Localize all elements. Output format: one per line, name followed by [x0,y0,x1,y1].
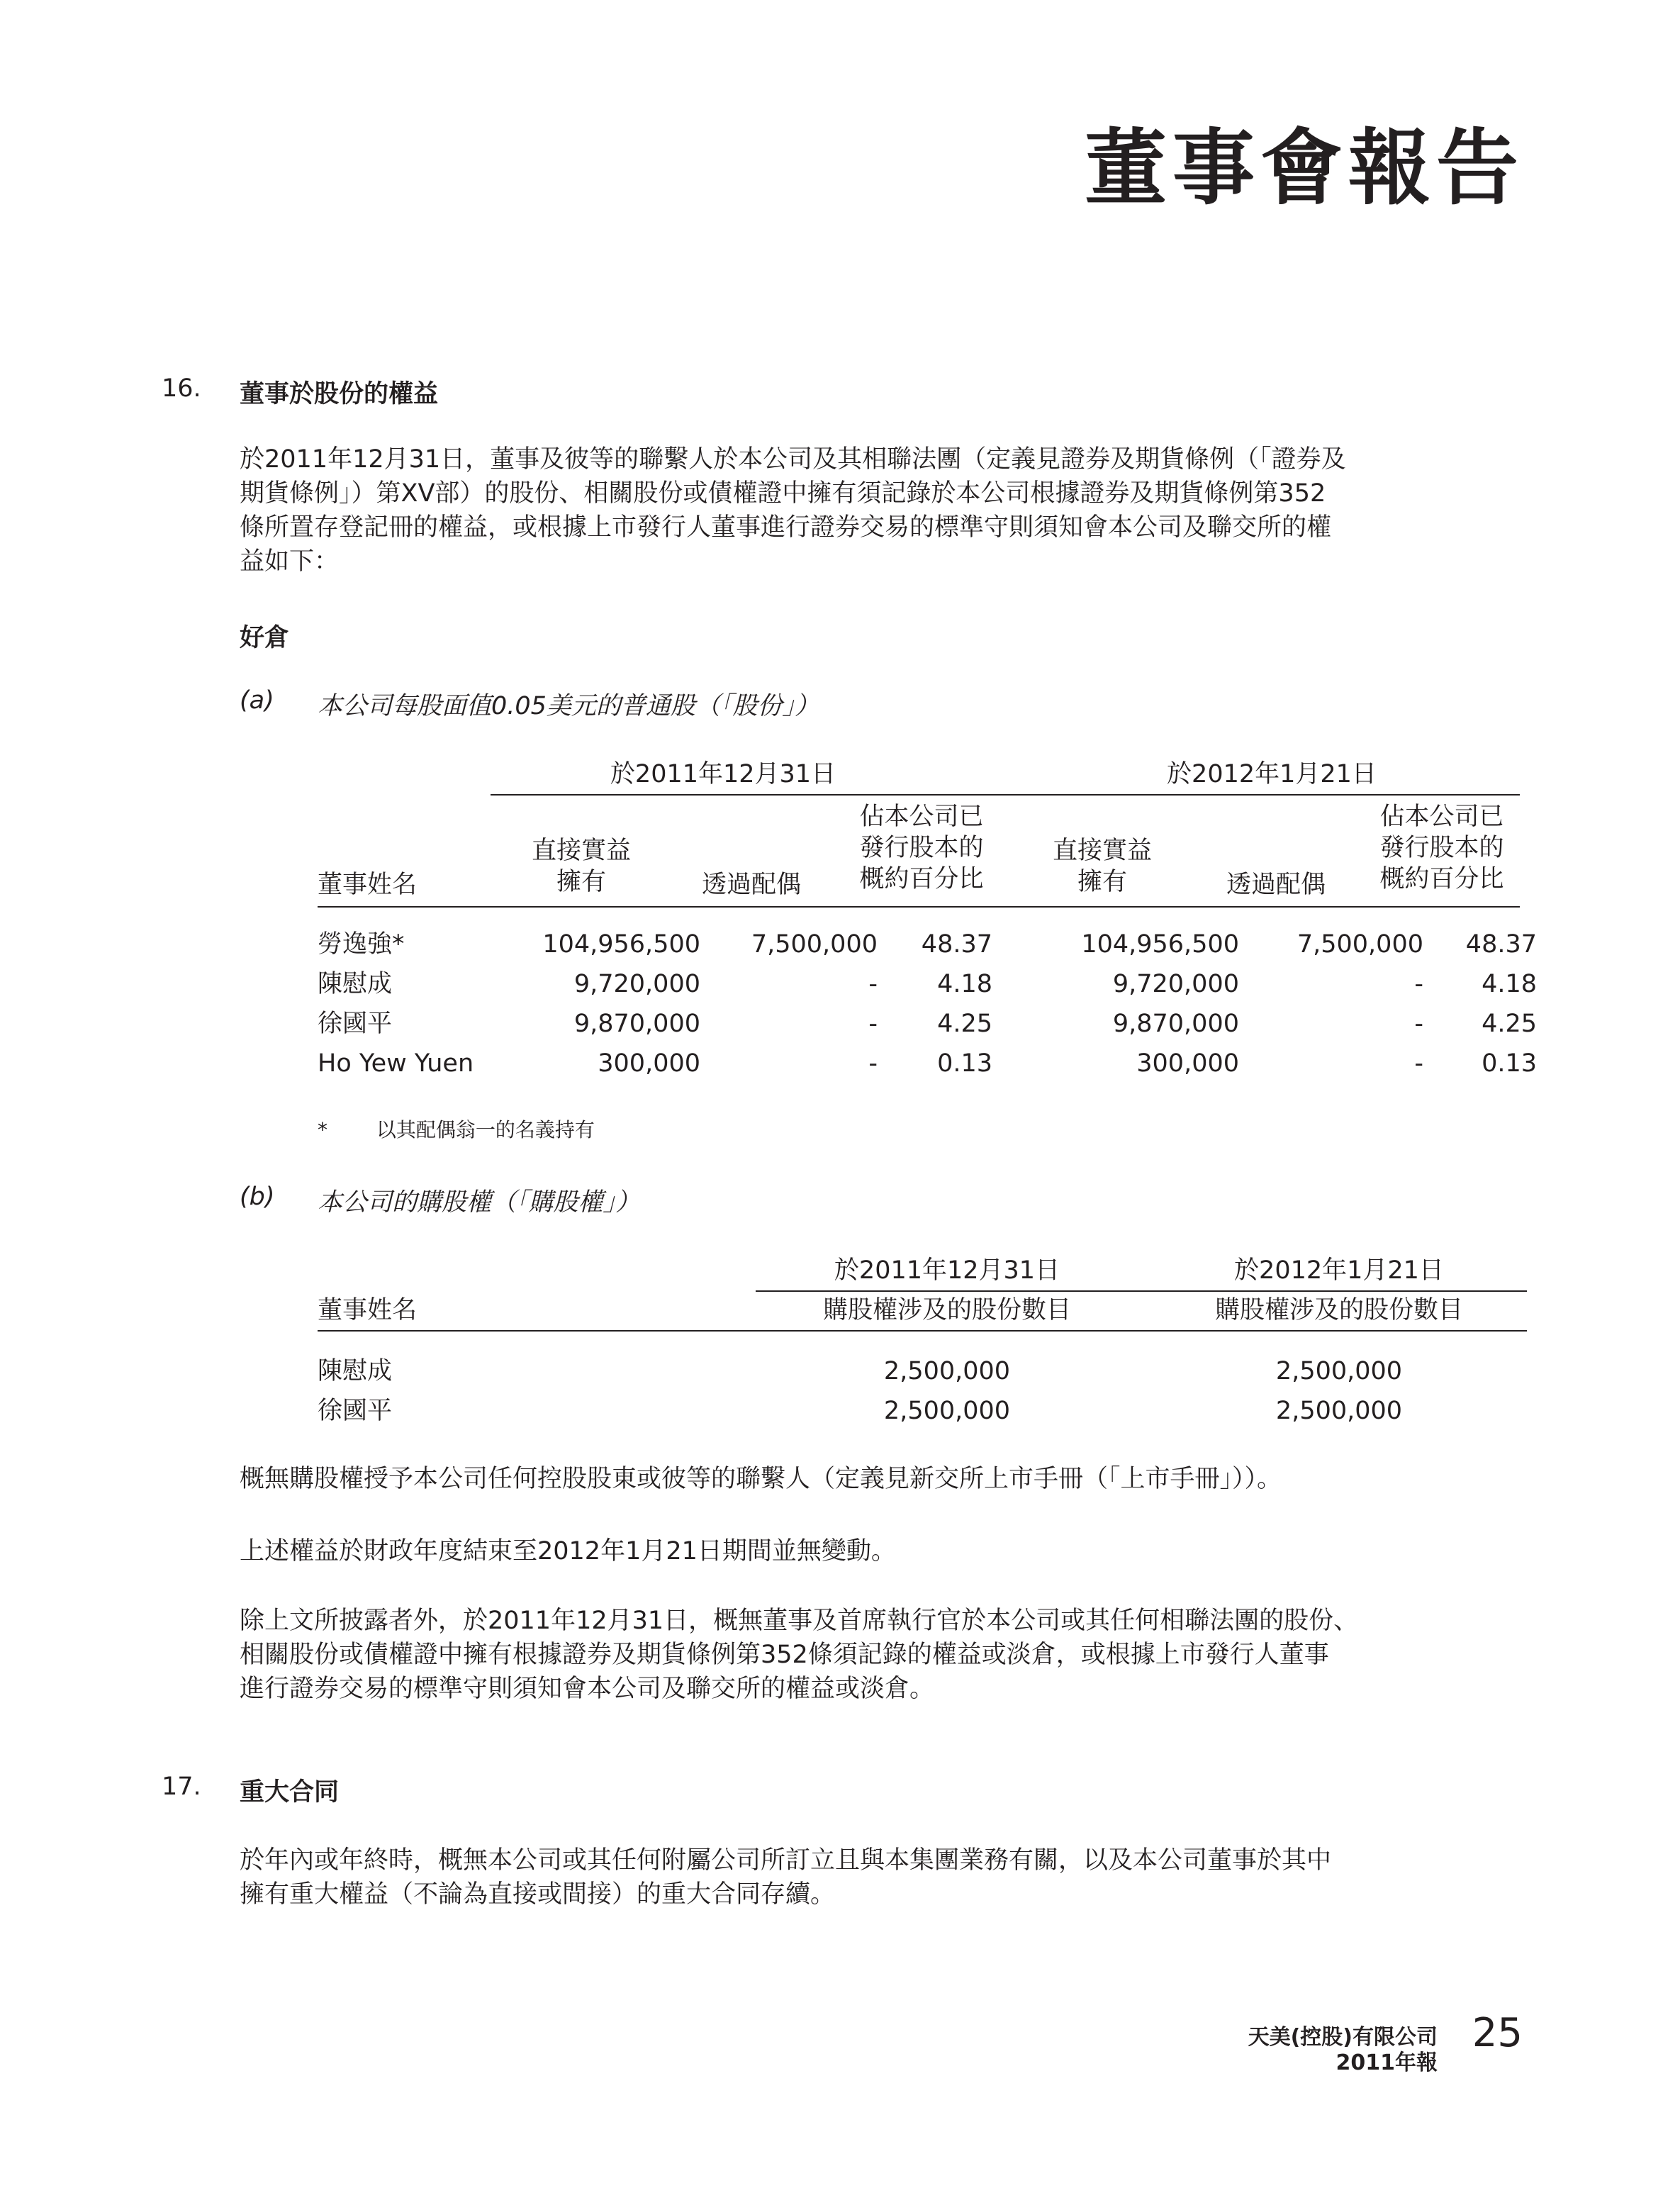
group-header-2011: 於2011年12月31日 [610,760,836,788]
section-17-text: 於年內或年終時，概無本公司或其任何附屬公司所訂立且與本集團業務有關，以及本公司董事於其中 擁有重大權益（不論為直接或間接）的重大合同存續。 [240,1846,1332,1909]
section-16-intro [240,442,1530,579]
group-header-2012: 於2012年1月21日 [1167,760,1377,788]
group-header-rule [491,794,1520,796]
table-footnote: * 以其配偶翁一的名義持有 [318,1118,595,1142]
page-title: 董事會報告 [1085,121,1524,216]
section-16-title: 董事於股份的權益 [240,380,439,408]
col-header-direct-1: 直接實益 擁有 [531,837,631,896]
intro-line: 期貨條例」）第XV部）的股份、相關股份或債權證中擁有須記錄於本公司根據證券及期貨條例第352 [240,479,1326,508]
sub-a-label: (a) [240,686,274,715]
director-name: 徐國平 [318,1010,393,1038]
section-16-number: 16. [162,374,201,403]
table-row: 徐國平 [318,1397,393,1425]
option-value: 2,500,000 [883,1357,1011,1385]
sub-b-label: (b) [240,1183,275,1211]
section-17-number: 17. [162,1773,201,1801]
intro-line: 於2011年12月31日，董事及彼等的聯繫人於本公司及其相聯法團（定義見證券及期貨條例（「證券及 [240,445,1346,474]
intro-line: 益如下： [240,547,340,576]
footer-company: 天美(控股)有限公司 2011年報 [1248,2025,1438,2075]
shares-table-body: 勞逸強* 104,956,500 7,500,000 48.37 104,956,500 7,500,000 48.37 陳慰成 9,720,000 - 4.18 9,720,000 - 4.18 徐國平 9,870,000 - 4.25 9,870,000 - 4.25 Ho Yew Yuen 300,000 - 0.13 300,000 - 0.13 [318,930,1537,1078]
group-header-rule [756,1290,1527,1292]
section-17-title: 重大合同 [240,1778,340,1807]
sub-b-title: 本公司的購股權（「購股權」） [318,1188,641,1217]
options-paragraph: 概無購股權授予本公司任何控股股東或彼等的聯繫人（定義見新交所上市手冊（「上市手冊」））。 [240,1465,1282,1493]
director-name: 陳慰成 [318,970,393,998]
col-header-shares-2012: 購股權涉及的股份數目 [1214,1296,1463,1324]
col-header-pct-2: 佔本公司已 發行股本的 概約百分比 [1379,803,1504,893]
intro-line: 條所置存登記冊的權益，或根據上市發行人董事進行證券交易的標準守則須知會本公司及聯交所的權 [240,513,1332,542]
director-name: Ho Yew Yuen [318,1049,474,1078]
long-position-heading: 好倉 [240,624,290,652]
group-header-2011: 於2011年12月31日 [834,1256,1060,1285]
disclosure-paragraph: 除上文所披露者外，於2011年12月31日，概無董事及首席執行官於本公司或其任何相聯法團的股份、 相關股份或債權證中擁有根據證券及期貨條例第352條須記錄的權益或淡倉，或根據上市發行人董事 進行證券交易的標準守則須知會本公司及聯交所的權益或淡倉。 [240,1607,1359,1703]
option-value: 2,500,000 [1275,1397,1403,1425]
col-header-direct-2: 直接實益 擁有 [1052,837,1152,896]
col-header-spouse-2: 透過配偶 [1226,871,1326,899]
header-rule [318,906,1520,908]
group-header-2012: 於2012年1月21日 [1234,1256,1444,1285]
no-change-paragraph: 上述權益於財政年度結束至2012年1月21日期間並無變動。 [240,1537,896,1565]
col-header-shares-2011: 購股權涉及的股份數目 [822,1296,1071,1324]
director-name: 勞逸強* [318,930,405,959]
col-header-pct-1: 佔本公司已 發行股本的 概約百分比 [859,803,984,893]
option-value: 2,500,000 [1275,1357,1403,1385]
sub-a-title: 本公司每股面值0.05美元的普通股（「股份」） [318,692,819,720]
header-rule [318,1330,1527,1332]
page-number: 25 [1472,2010,1523,2056]
col-header-spouse-1: 透過配偶 [701,871,801,899]
col-header-name: 董事姓名 [318,871,418,899]
option-value: 2,500,000 [883,1397,1011,1425]
table-row: 陳慰成 [318,1357,393,1385]
col-header-name: 董事姓名 [318,1296,418,1324]
